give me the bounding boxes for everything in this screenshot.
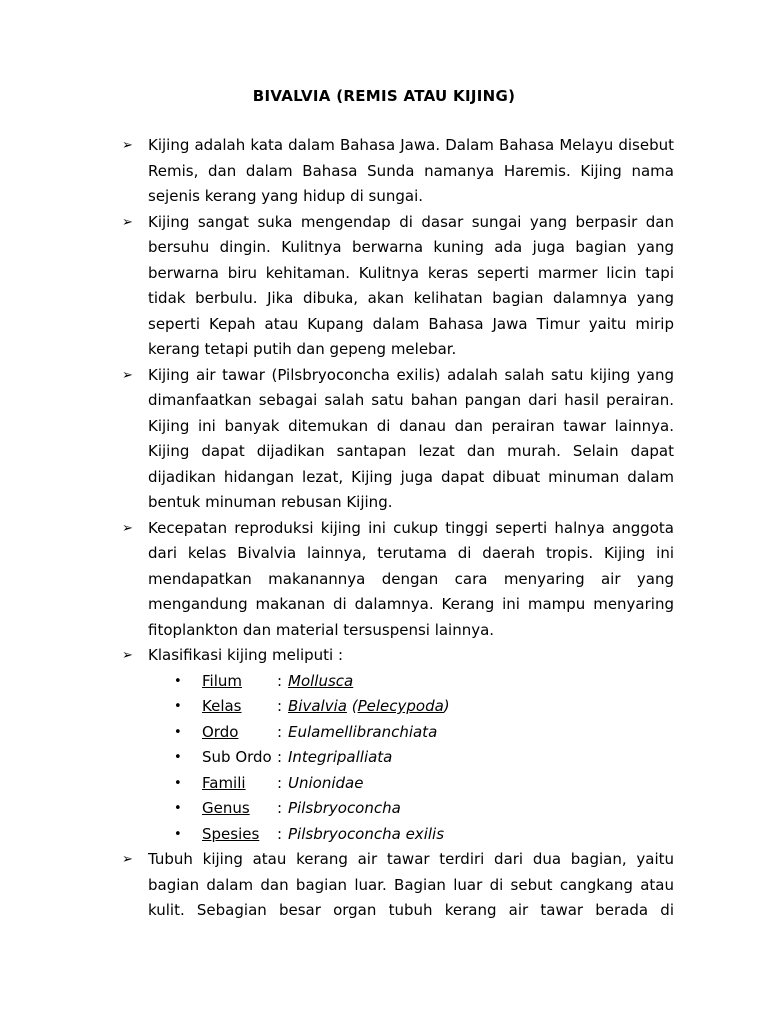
arrow-bullet-icon: ➢	[122, 852, 133, 867]
bullet-icon: •	[174, 801, 182, 816]
page-title: BIVALVIA (REMIS ATAU KIJING)	[252, 87, 516, 105]
list-item	[122, 847, 674, 924]
paragraph: Kijing adalah kata dalam Bahasa Jawa. Dalam Bahasa Melayu disebut Remis, dan dalam Bahasa Sunda namanya Haremis. Kijing nama sejenis kerang yang hidup di sungai.	[148, 136, 674, 205]
classification-row-filum	[122, 669, 674, 695]
list-item	[122, 643, 674, 669]
classification-label: Kelas	[202, 697, 242, 715]
classification-value: Bivalvia	[288, 697, 347, 715]
paragraph: Kijing air tawar (Pilsbryoconcha exilis) adalah salah satu kijing yang dimanfaatkan sebagai salah satu bahan pangan dari hasil perairan. Kijing ini banyak ditemukan di danau dan perairan tawar lainnya. Kijing dapat dijadikan santapan lezat dan murah. Selain dapat dijadikan hidangan lezat, Kijing juga dapat dibuat minuman dalam bentuk minuman rebusan Kijing.	[148, 365, 674, 511]
classification-intro: Klasifikasi kijing meliputi :	[148, 646, 344, 664]
separator: :	[277, 799, 283, 817]
classification-row-ordo	[122, 720, 674, 746]
classification-value-group	[288, 694, 450, 720]
bullet-icon: •	[174, 724, 182, 740]
separator: :	[277, 671, 283, 690]
separator: :	[277, 773, 283, 792]
separator: :	[277, 697, 283, 715]
bullet-icon: •	[174, 826, 182, 842]
arrow-bullet-icon: ➢	[122, 648, 133, 663]
paragraph: Kijing sangat suka mengendap di dasar sungai yang berpasir dan bersuhu dingin. Kulitnya berwarna kuning ada juga bagian yang berwarna biru kehitaman. Kulitnya keras seperti marmer licin tapi tidak berbulu. Jika dibuka, akan kelihatan bagian dalamnya yang seperti Kepah atau Kupang dalam Bahasa Jawa Timur yaitu mirip kerang tetapi putih dan gepeng melebar.	[148, 212, 674, 358]
paragraph: Tubuh kijing atau kerang air tawar terdiri dari dua bagian, yaitu bagian dalam dan bagian luar. Bagian luar di sebut cangkang atau kulit. Sebagian besar organ tubuh kerang air tawar berada di	[148, 850, 674, 919]
classification-value: Integripalliata	[288, 748, 393, 766]
list-item	[122, 133, 674, 210]
bullet-icon: •	[174, 673, 182, 689]
paren-close: )	[443, 697, 450, 715]
classification-row-sub-ordo	[122, 745, 674, 771]
paragraph: Kecepatan reproduksi kijing ini cukup tinggi seperti halnya anggota dari kelas Bivalvia lainnya, terutama di daerah tropis. Kijing ini mendapatkan makanannya dengan cara menyaring air yang mengandung makanan di dalamnya. Kerang ini mampu menyaring fitoplankton dan material tersuspensi lainnya.	[148, 518, 674, 639]
classification-row-kelas	[122, 694, 674, 720]
classification-row-famili	[122, 771, 674, 797]
classification-value: Unionidae	[288, 773, 364, 792]
classification-label: Genus	[202, 799, 250, 817]
bullet-icon: •	[174, 750, 182, 765]
list-item	[122, 363, 674, 516]
classification-label: Famili	[202, 773, 246, 792]
classification-label: Spesies	[202, 824, 260, 843]
document-body	[122, 133, 674, 924]
classification-row-spesies	[122, 822, 674, 848]
arrow-bullet-icon: ➢	[122, 520, 133, 536]
list-item	[122, 210, 674, 363]
classification-value: Eulamellibranchiata	[288, 722, 438, 741]
classification-value: Pilsbryoconcha	[288, 799, 401, 817]
list-item	[122, 516, 674, 644]
classification-label: Ordo	[202, 722, 239, 741]
classification-value-alt: Pelecypoda	[357, 697, 444, 715]
separator: :	[277, 748, 283, 766]
classification-label: Sub Ordo	[202, 748, 272, 766]
bullet-icon: •	[174, 775, 182, 791]
classification-value: Pilsbryoconcha exilis	[288, 824, 445, 843]
separator: :	[277, 824, 283, 843]
paren-open: (	[351, 697, 358, 715]
classification-row-genus	[122, 796, 674, 822]
arrow-bullet-icon: ➢	[122, 138, 133, 153]
classification-value: Mollusca	[288, 671, 354, 690]
classification-label: Filum	[202, 671, 242, 690]
arrow-bullet-icon: ➢	[122, 367, 133, 383]
arrow-bullet-icon: ➢	[122, 214, 133, 230]
separator: :	[277, 722, 283, 741]
bullet-icon: •	[174, 699, 182, 714]
